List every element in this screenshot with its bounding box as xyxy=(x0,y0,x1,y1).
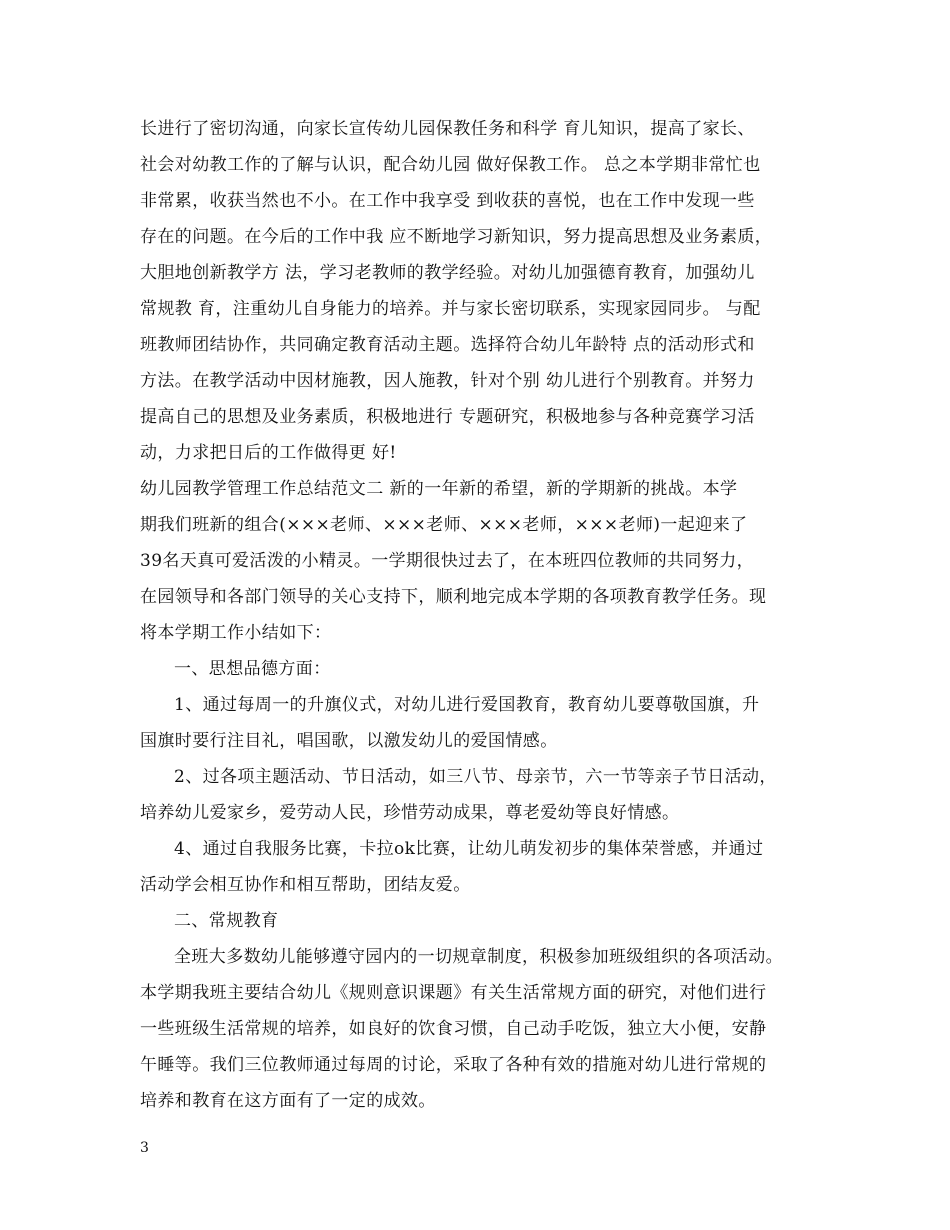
body-text-line: 班教师团结协作，共同确定教育活动主题。选择符合幼儿年龄特 点的活动形式和 xyxy=(140,335,755,355)
section-title-line: 幼儿园教学管理工作总结范文二 新的一年新的希望，新的学期新的挑战。本学 xyxy=(140,479,738,499)
body-text-line: 培养和教育在这方面有了一定的成效。 xyxy=(140,1091,436,1111)
body-text-line: 39名天真可爱活泼的小精灵。一学期很快过去了，在本班四位教师的共同努力， xyxy=(140,551,755,571)
page-number: 3 xyxy=(140,1140,149,1156)
body-text-line: 存在的问题。在今后的工作中我 应不断地学习新知识，努力提高思想及业务素质， xyxy=(140,227,773,247)
list-item-line: 2、过各项主题活动、节日活动，如三八节、母亲节，六一节等亲子节日活动， xyxy=(174,767,777,787)
body-text-line: 在园领导和各部门领导的关心支持下，顺利地完成本学期的各项教育教学任务。现 xyxy=(140,587,767,607)
body-text-line: 社会对幼教工作的了解与认识，配合幼儿园 做好保教工作。 总之本学期非常忙也 xyxy=(140,155,761,175)
body-text-line: 长进行了密切沟通，向家长宣传幼儿园保教任务和科学 育儿知识，提高了家长、 xyxy=(140,119,755,139)
list-item-continuation: 国旗时要行注目礼，唱国歌，以激发幼儿的爱国情感。 xyxy=(140,731,558,751)
body-text-line: 本学期我班主要结合幼儿《规则意识课题》有关生活常规方面的研究，对他们进行 xyxy=(140,983,767,1003)
subheading: 二、常规教育 xyxy=(174,911,279,931)
subheading: 一、思想品德方面： xyxy=(174,659,331,679)
body-text-line: 将本学期工作小结如下： xyxy=(140,623,332,643)
body-text-line: 动，力求把日后的工作做得更 好! xyxy=(140,443,397,463)
list-item-continuation: 活动学会相互协作和相互帮助，团结友爱。 xyxy=(140,875,471,895)
list-item-continuation: 培养幼儿爱家乡，爱劳动人民，珍惜劳动成果，尊老爱幼等良好情感。 xyxy=(140,803,680,823)
list-item-line: 1、通过每周一的升旗仪式，对幼儿进行爱国教育，教育幼儿要尊敬国旗，升 xyxy=(174,695,760,715)
body-text-line: 一些班级生活常规的培养，如良好的饮食习惯，自己动手吃饭，独立大小便，安静 xyxy=(140,1019,767,1039)
body-text-line: 非常累，收获当然也不小。在工作中我享受 到收获的喜悦，也在工作中发现一些 xyxy=(140,191,755,211)
body-text-line: 方法。在教学活动中因材施教，因人施教，针对个别 幼儿进行个别教育。并努力 xyxy=(140,371,755,391)
list-item-line: 4、通过自我服务比赛，卡拉ok比赛，让幼儿萌发初步的集体荣誉感，并通过 xyxy=(174,839,764,859)
body-text-line: 提高自己的思想及业务素质，积极地进行 专题研究，积极地参与各种竞赛学习活 xyxy=(140,407,755,427)
body-text-line: 常规教 育，注重幼儿自身能力的培养。并与家长密切联系，实现家园同步。 与配 xyxy=(140,299,761,319)
body-text-line: 全班大多数幼儿能够遵守园内的一切规章制度，积极参加班级组织的各项活动。 xyxy=(174,947,783,967)
body-text-line: 期我们班新的组合(×××老师、×××老师、×××老师，×××老师)一起迎来了 xyxy=(140,515,748,535)
body-text-line: 大胆地创新教学方 法，学习老教师的教学经验。对幼儿加强德育教育，加强幼儿 xyxy=(140,263,755,283)
body-text-line: 午睡等。我们三位教师通过每周的讨论，采取了各种有效的措施对幼儿进行常规的 xyxy=(140,1055,767,1075)
